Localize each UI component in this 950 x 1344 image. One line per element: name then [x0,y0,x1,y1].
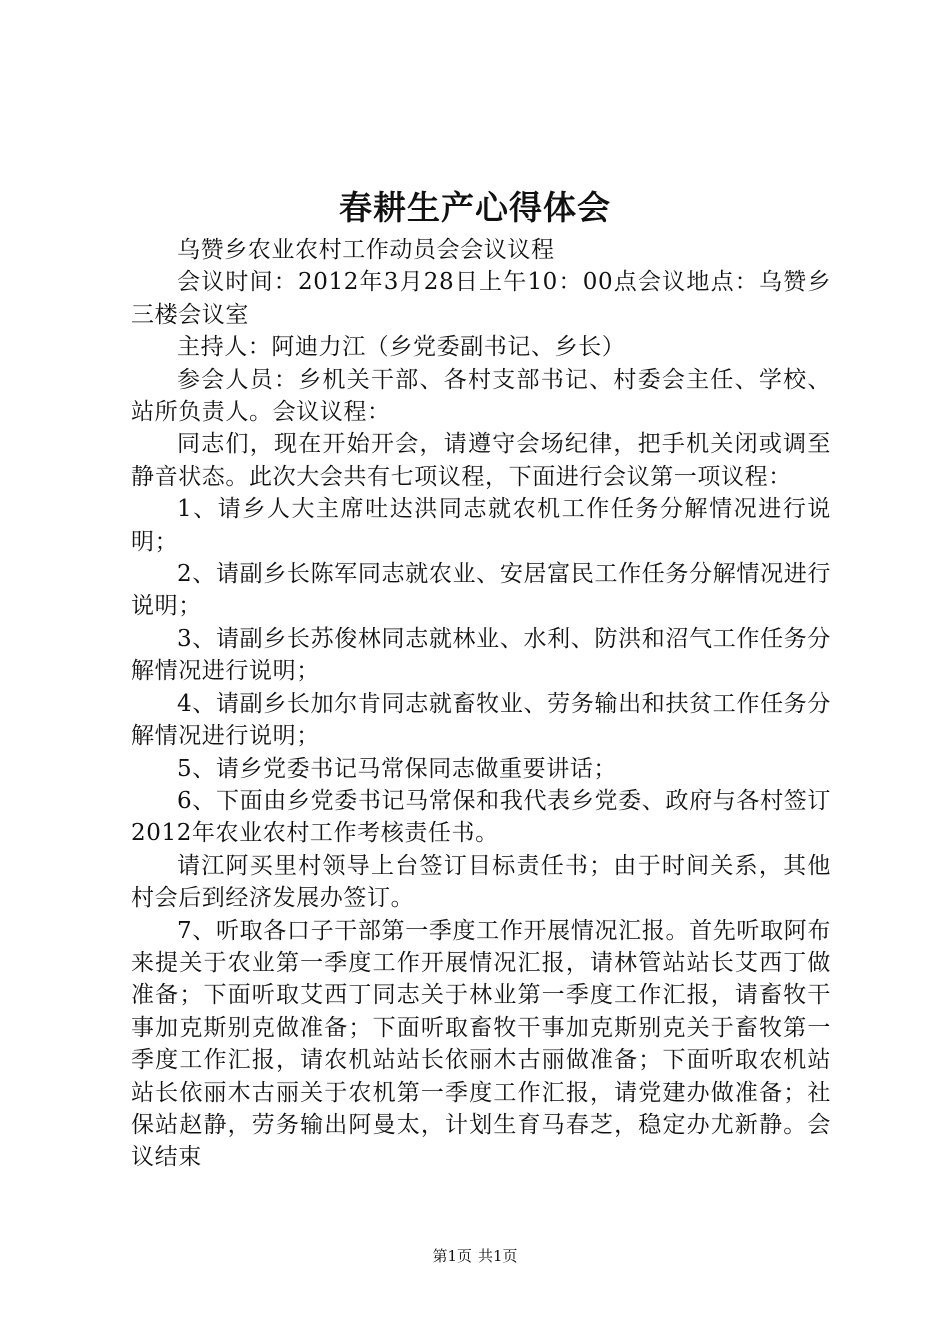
paragraph-attendees: 参会人员：乡机关干部、各村支部书记、村委会主任、学校、站所负责人。会议议程： [131,366,831,426]
document-body [131,234,831,1174]
paragraph-item-7: 7、听取各口子干部第一季度工作开展情况汇报。首先听取阿布来提关于农业第一季度工作开展情况汇报，请林管站站长艾西丁做准备；下面听取艾西丁同志关于林业第一季度工作汇报，请畜牧干事加克斯别克做准备；下面听取畜牧干事加克斯别克关于畜牧第一季度工作汇报，请农机站站长依丽木古丽做准备；下面听取农机站站长依丽木古丽关于农机第一季度工作汇报，请党建办做准备；社保站赵静，劳务输出阿曼太，计划生育马春芝，稳定办尤新静。会议结束 [131,917,831,1171]
paragraph-host: 主持人：阿迪力江（乡党委副书记、乡长） [177,334,626,361]
paragraph-item-5: 5、请乡党委书记马常保同志做重要讲话； [177,755,618,782]
paragraph-item-1: 1、请乡人大主席吐达洪同志就农机工作任务分解情况进行说明； [131,496,831,555]
paragraph-signing: 请江阿买里村领导上台签订目标责任书；由于时间关系，其他村会后到经济发展办签订。 [131,852,831,912]
paragraph-item-4: 4、请副乡长加尔肯同志就畜牧业、劳务输出和扶贫工作任务分解情况进行说明； [131,690,831,750]
paragraph-agenda-heading: 乌赞乡农业农村工作动员会会议议程 [177,237,555,263]
page-total: 共1页 [478,1247,518,1265]
paragraph-item-3: 3、请副乡长苏俊林同志就林业、水利、防洪和沼气工作任务分解情况进行说明； [131,625,831,685]
paragraph-item-6: 6、下面由乡党委书记马常保和我代表乡党委、政府与各村签订2012年农业农村工作考核责任书。 [131,787,831,847]
document-title: 春耕生产心得体会 [339,188,611,227]
paragraph-opening: 同志们，现在开始开会，请遵守会场纪律，把手机关闭或调至静音状态。此次大会共有七项议程，下面进行会议第一项议程： [131,431,831,490]
page-footer [0,1245,950,1267]
page-number: 第1页 [432,1247,472,1265]
paragraph-item-2: 2、请副乡长陈军同志就农业、安居富民工作任务分解情况进行说明； [131,561,831,620]
paragraph-meeting-time: 会议时间：2012年3月28日上午10：00点会议地点：乌赞乡三楼会议室 [131,269,831,328]
